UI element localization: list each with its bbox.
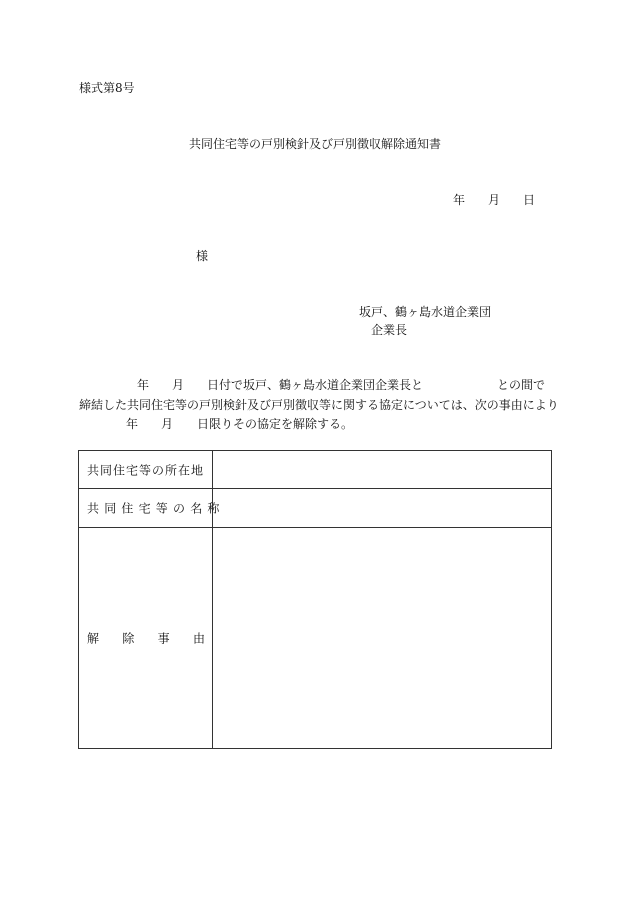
table-row-name bbox=[79, 489, 551, 528]
date-month-label: 月 bbox=[488, 193, 501, 207]
addressee-honorific: 様 bbox=[196, 249, 209, 263]
table-row-location bbox=[79, 451, 551, 489]
body-line3-text: 日限りその協定を解除する。 bbox=[197, 417, 354, 431]
body-line1-end: との間で bbox=[497, 378, 546, 392]
table-row-reason bbox=[79, 528, 551, 748]
reason-label-char: 解 bbox=[87, 631, 100, 646]
form-number: 様式第8号 bbox=[79, 81, 135, 95]
reason-label-cell bbox=[79, 528, 213, 748]
cancellation-form-table bbox=[78, 450, 552, 749]
body-line3-year: 年 bbox=[126, 417, 139, 431]
sender-title: 企業長 bbox=[371, 323, 408, 337]
reason-value-cell[interactable] bbox=[213, 528, 551, 748]
body-line3-month: 月 bbox=[161, 417, 174, 431]
document-title: 共同住宅等の戸別検針及び戸別徴収解除通知書 bbox=[188, 137, 441, 151]
date-year-label: 年 bbox=[453, 193, 466, 207]
location-value-cell[interactable] bbox=[213, 451, 551, 488]
body-line1-month: 月 bbox=[172, 378, 185, 392]
body-line2: 締結した共同住宅等の戸別検針及び戸別徴収等に関する協定については、次の事由により bbox=[79, 398, 559, 412]
name-label: 共同住宅等の名称 bbox=[87, 501, 225, 516]
location-label: 共同住宅等の所在地 bbox=[87, 463, 205, 477]
reason-label bbox=[87, 630, 205, 647]
date-day-label: 日 bbox=[523, 193, 536, 207]
sender-organization: 坂戸、鶴ヶ島水道企業団 bbox=[359, 305, 492, 319]
name-label-cell bbox=[79, 489, 225, 527]
body-line1-year: 年 bbox=[137, 378, 150, 392]
name-value-cell[interactable] bbox=[213, 489, 551, 527]
location-label-cell bbox=[79, 451, 213, 488]
reason-label-char: 事 bbox=[157, 631, 170, 646]
reason-label-char: 由 bbox=[192, 631, 205, 646]
body-line1-text: 日付で坂戸、鶴ヶ島水道企業団企業長と bbox=[207, 378, 424, 392]
reason-label-char: 除 bbox=[122, 631, 135, 646]
